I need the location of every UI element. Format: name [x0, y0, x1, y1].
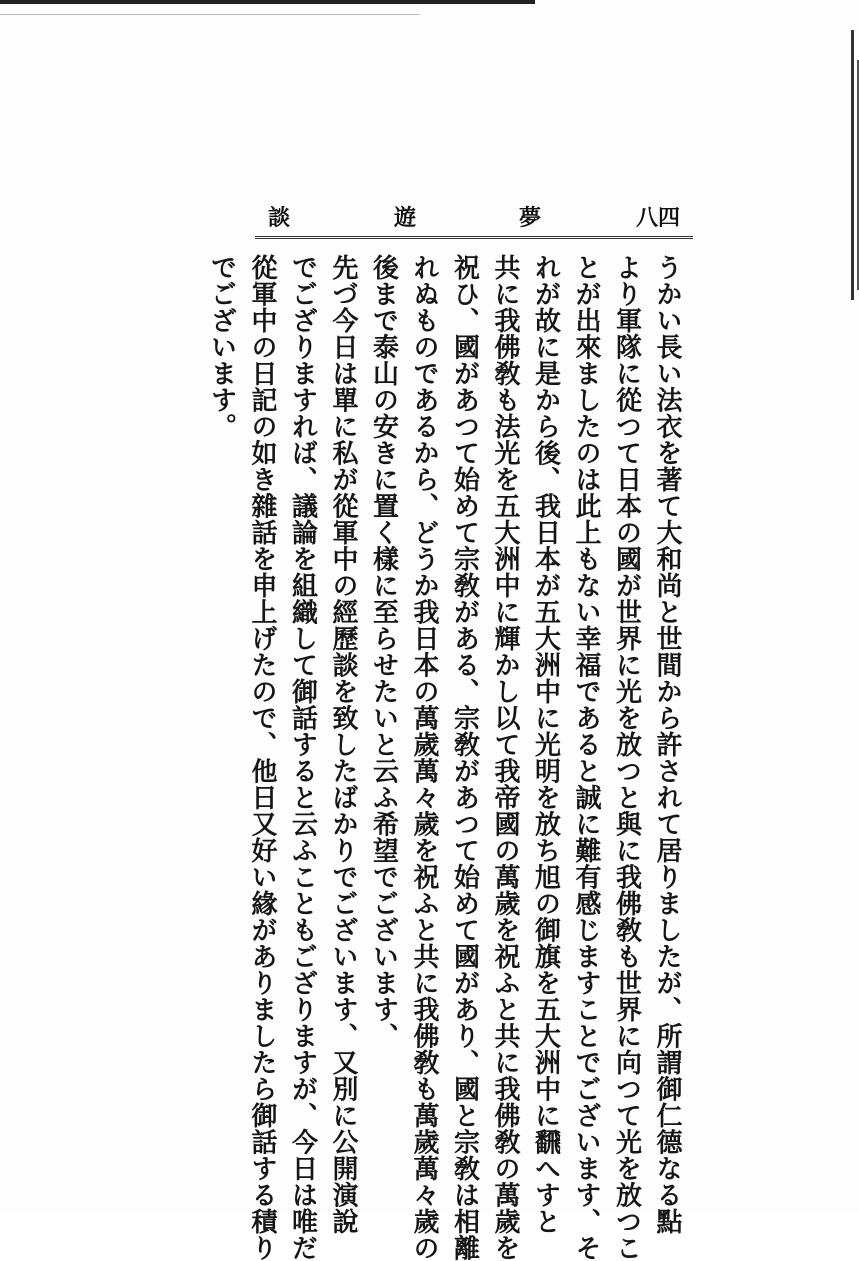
text-column-7: れぬものであるから、どうか我日本の萬歲萬々歲を祝ふと共に我佛敎も萬歲萬々歲の	[409, 254, 439, 1261]
text-column-4: れが故に是から後、我日本が五大洲中に光明を放ち旭の御旗を五大洲中に飜へすと	[530, 254, 561, 1235]
running-header-char-1: 談	[268, 205, 291, 231]
text-column-9: 先づ今日は單に私が從軍中の經歷談を致したばかりでございます、又別に公開演說	[328, 254, 358, 1235]
text-column-8: 後まで泰山の安きに置く樣に至らせたいと云ふ希望でございます、	[368, 254, 399, 1049]
text-column-5: 共に我佛敎も法光を五大洲中に輝かし以て我帝國の萬歲を祝ふと共に我佛敎の萬歲を	[490, 254, 520, 1261]
text-column-10: でござりますれば、議論を組織して御話すると云ふこともござりますが、今日は唯だ	[287, 254, 318, 1261]
scan-edge-top	[0, 0, 535, 4]
text-column-3: とが出來ましたのは此上もない幸福であると誠に難有感じますことでございます、そ	[571, 254, 601, 1261]
text-column-2: より軍隊に從つて日本の國が世界に光を放つと與に我佛敎も世界に向つて光を放つこ	[611, 254, 642, 1261]
scan-edge-right	[851, 30, 854, 300]
scan-edge-top-thin	[0, 14, 420, 15]
text-column-12: でございます。	[206, 254, 237, 440]
header-rule	[255, 236, 693, 239]
body-text	[201, 254, 687, 1261]
text-column-11: 從軍中の日記の如き雜話を申上げたので、他日又好い緣がありましたら御話する積り	[247, 254, 277, 1261]
page-number: 八四	[636, 205, 681, 231]
text-column-6: 祝ひ、國があつて始めて宗敎がある、宗敎があつて始めて國があり、國と宗敎は相離	[449, 254, 480, 1261]
running-header-char-2: 遊	[394, 205, 417, 231]
text-column-1: うかい長い法衣を著て大和尚と世間から許されて居りましたが、所謂御仁德なる點	[652, 254, 682, 1235]
running-header-char-3: 夢	[519, 205, 542, 231]
